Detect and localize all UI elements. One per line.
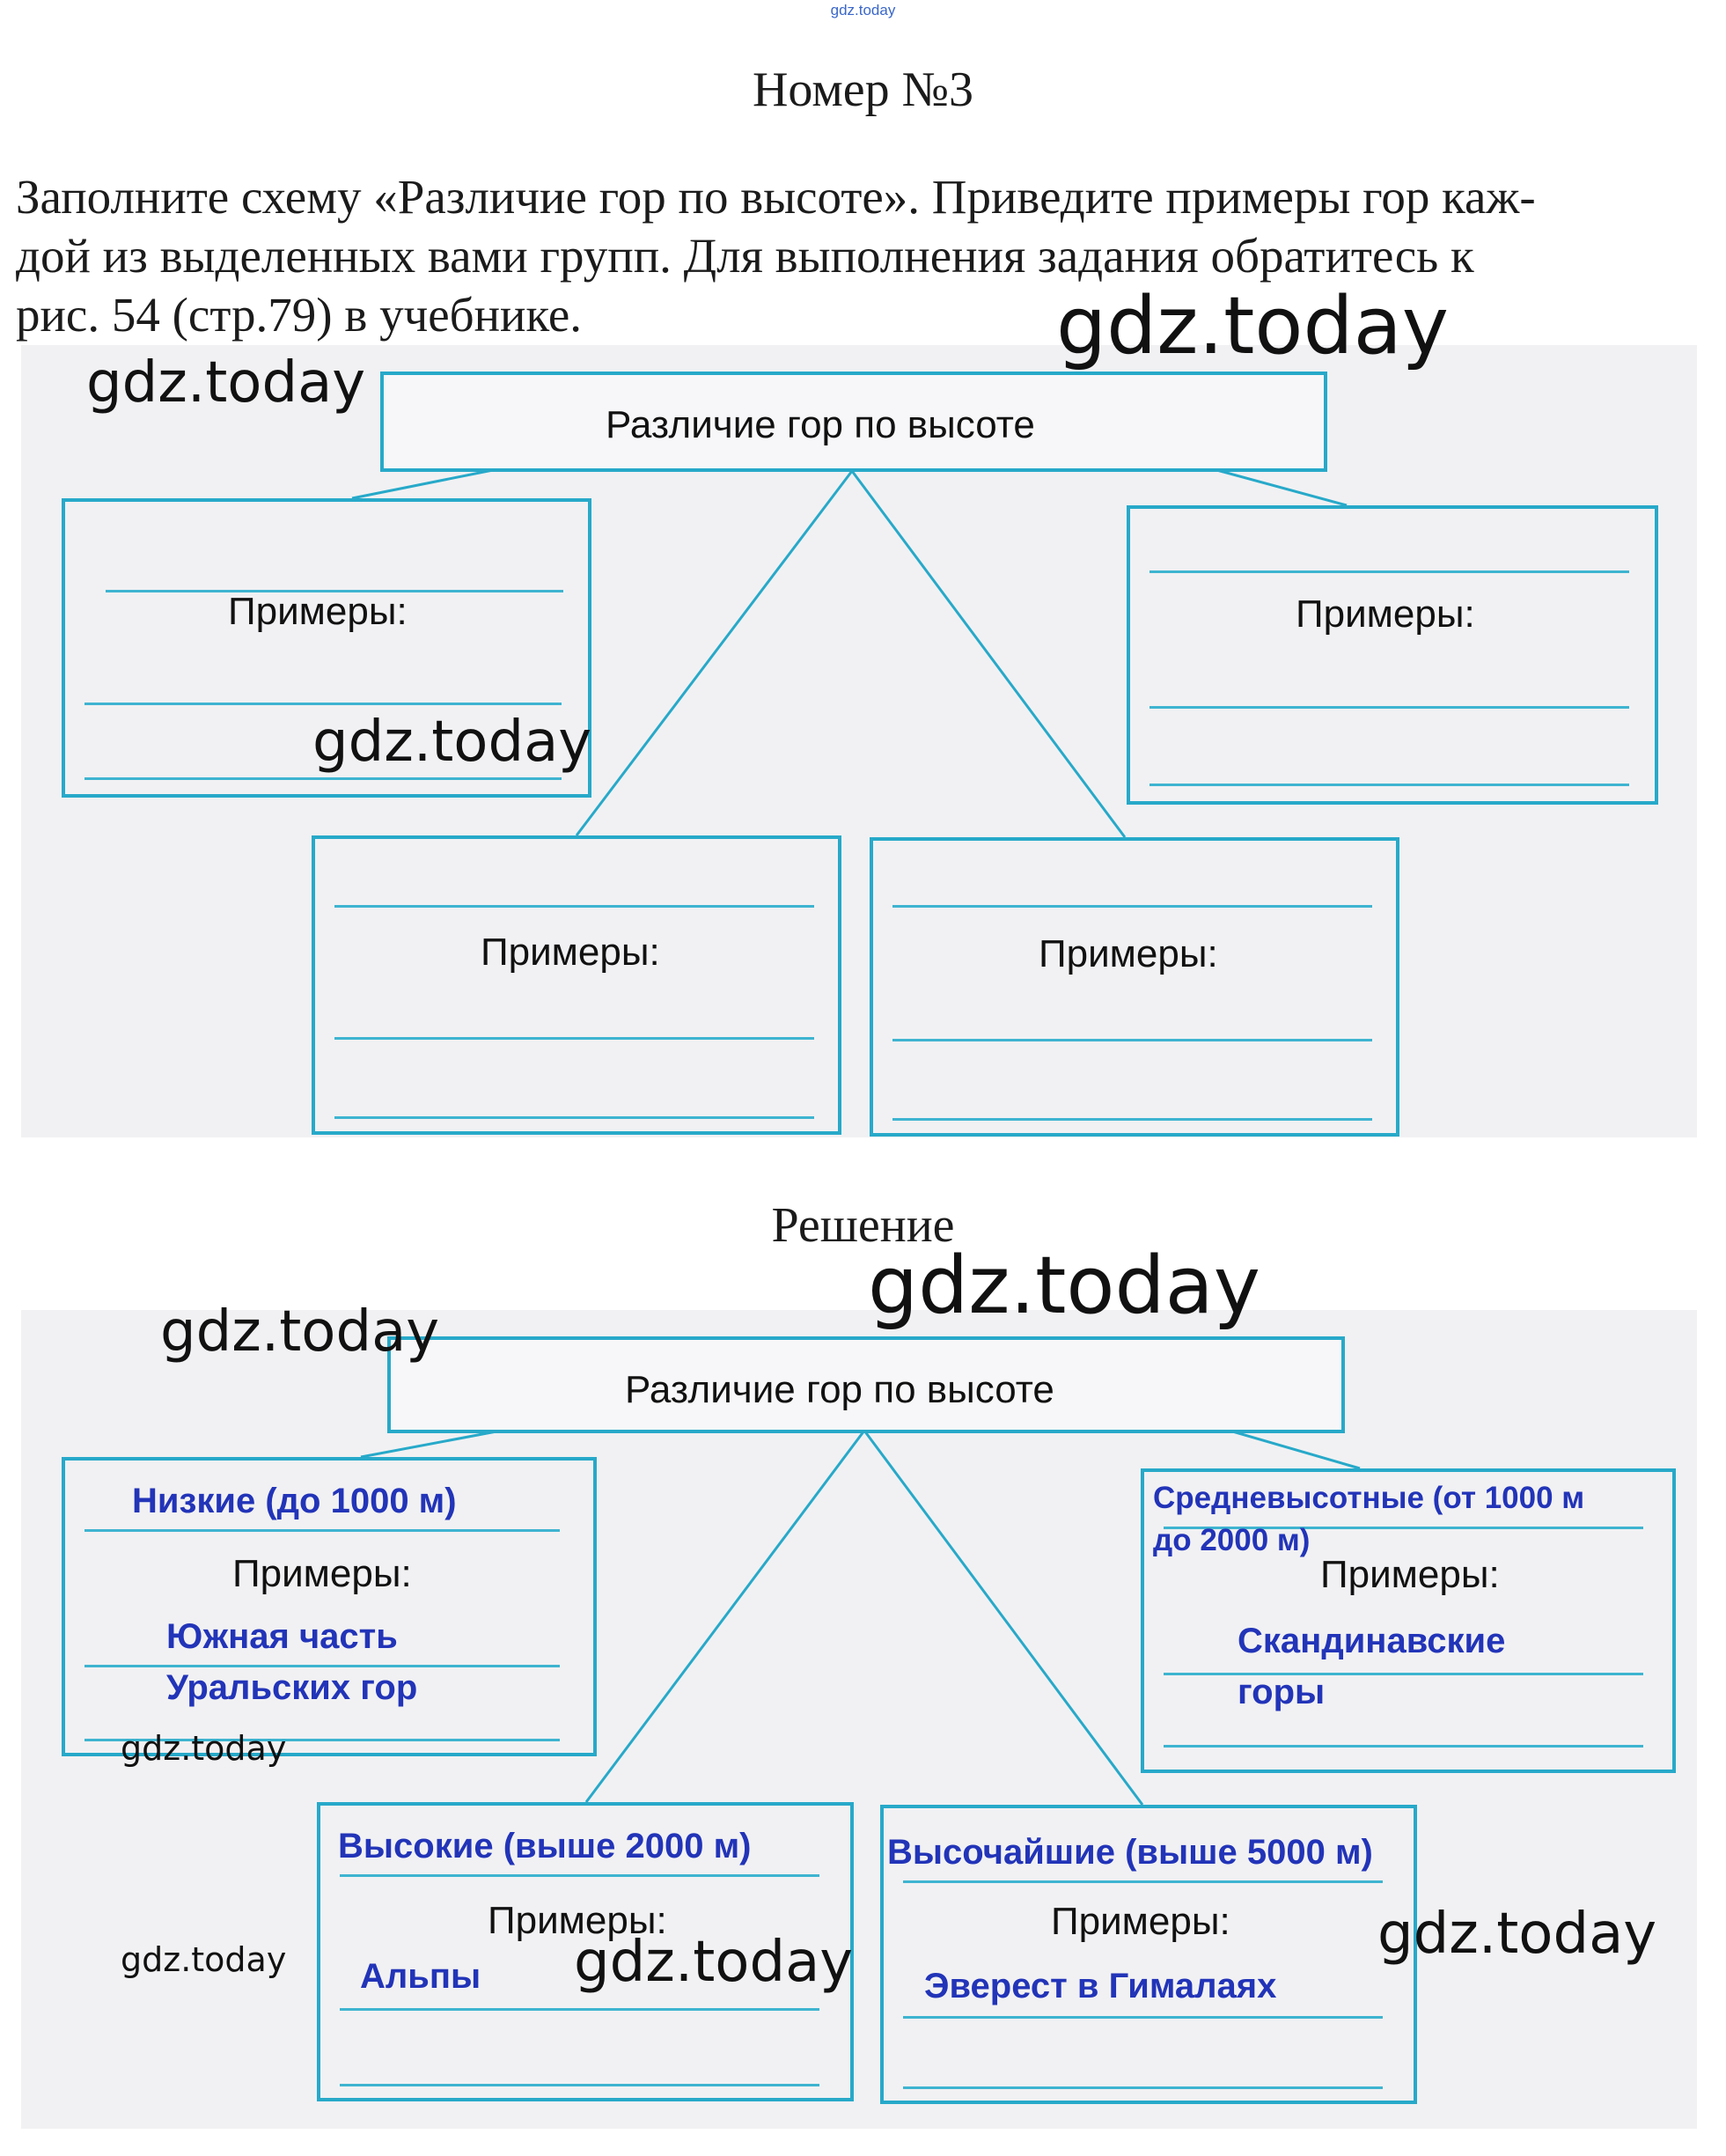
answer-line <box>340 2008 819 2011</box>
watermark: gdz.today <box>1056 280 1450 372</box>
solution-box-low <box>62 1457 597 1756</box>
examples-label: Примеры: <box>1296 592 1475 636</box>
group-name: Средневысотные (от 1000 м <box>1153 1481 1585 1515</box>
answer-line <box>903 2016 1383 2019</box>
task-line: рис. 54 (стр.79) в учебнике. <box>16 288 583 342</box>
examples-label: Примеры: <box>228 590 408 633</box>
answer-line <box>903 2086 1383 2089</box>
watermark: gdz.today <box>160 1299 440 1365</box>
page-title: Номер №3 <box>752 63 974 117</box>
watermark: gdz.today <box>868 1240 1261 1332</box>
answer-line <box>84 1529 560 1532</box>
root-label: Различие гор по высоте <box>625 1368 1054 1411</box>
group-example: Уральских гор <box>166 1668 418 1707</box>
watermark: gdz.today <box>86 350 366 416</box>
examples-label: Примеры: <box>1039 932 1218 975</box>
group-example: Альпы <box>360 1957 481 1996</box>
group-name: Высочайшие (выше 5000 м) <box>887 1833 1373 1872</box>
examples-label: Примеры: <box>232 1552 412 1595</box>
watermark: gdz.today <box>1377 1902 1657 1967</box>
group-name: Низкие (до 1000 м) <box>132 1482 457 1520</box>
solution-box-highest <box>880 1805 1417 2104</box>
watermark: gdz.today <box>121 1940 287 1979</box>
group-name: до 2000 м) <box>1153 1523 1311 1557</box>
group-example: Южная часть <box>166 1617 398 1656</box>
group-example: Скандинавские <box>1238 1622 1506 1660</box>
site-mark: gdz.today <box>830 2 896 18</box>
examples-label: Примеры: <box>1320 1553 1500 1596</box>
group-example: Эверест в Гималаях <box>924 1967 1277 2005</box>
group-name: Высокие (выше 2000 м) <box>338 1827 752 1865</box>
examples-label: Примеры: <box>481 931 660 974</box>
answer-line <box>84 1665 560 1667</box>
answer-line <box>1164 1673 1643 1675</box>
answer-line <box>340 1874 819 1877</box>
watermark: gdz.today <box>312 710 592 775</box>
watermark: gdz.today <box>121 1729 287 1768</box>
root-label: Различие гор по высоте <box>606 403 1035 446</box>
solution-heading: Решение <box>771 1198 955 1253</box>
examples-label: Примеры: <box>488 1899 667 1942</box>
solution-box-middle <box>1141 1468 1676 1773</box>
task-line: дой из выделенных вами групп. Для выполнения задания обратитесь к <box>16 229 1474 283</box>
task-line: Заполните схему «Различие гор по высоте». Приведите примеры гор каж- <box>16 170 1536 224</box>
answer-line <box>903 1880 1383 1883</box>
answer-line <box>340 2084 819 2086</box>
answer-line <box>1164 1745 1643 1748</box>
examples-label: Примеры: <box>1051 1900 1230 1943</box>
solution-root-box <box>387 1336 1345 1433</box>
group-example: горы <box>1238 1673 1326 1711</box>
watermark: gdz.today <box>574 1930 854 1995</box>
